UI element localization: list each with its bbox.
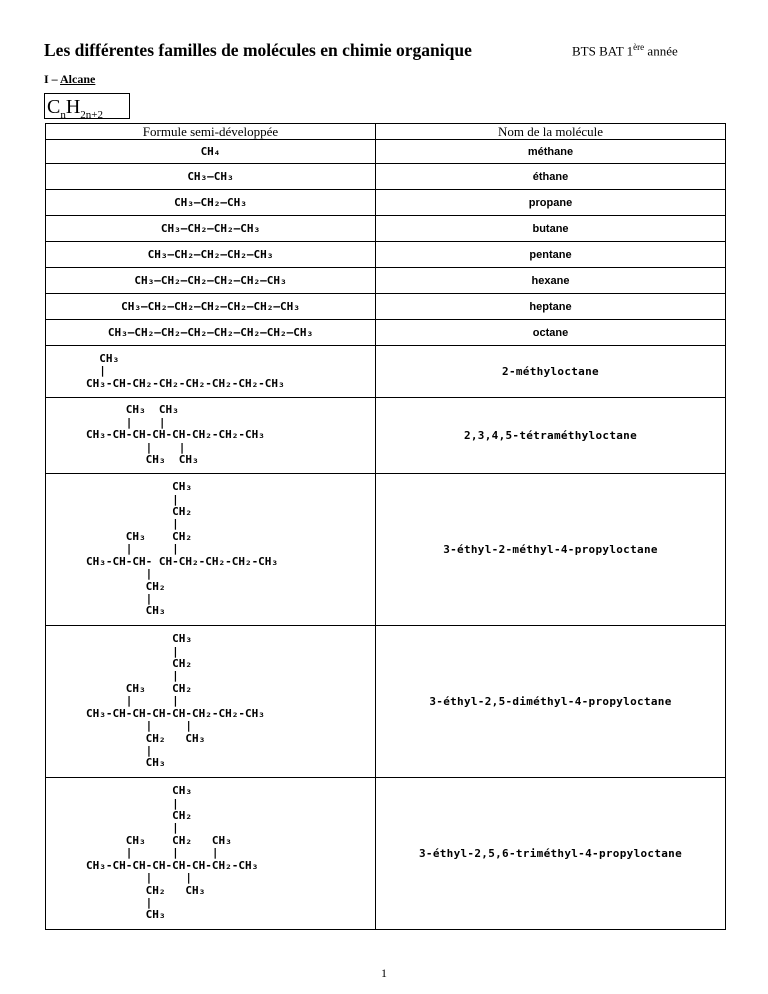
structural-formula: CH₃ | CH₂ | CH₃ CH₂ CH₃ | | | CH₃-CH-CH-CH-CH-CH-CH₂-CH₃ | | CH₂ CH₃ | CH₃ xyxy=(86,784,259,922)
table-row xyxy=(46,398,726,474)
molecule-name-cell: 2,3,4,5-tétraméthyloctane xyxy=(376,398,726,474)
molecule-name-cell: pentane xyxy=(376,242,726,268)
col-header-formula: Formule semi-développée xyxy=(46,124,376,140)
formula-h: H xyxy=(65,96,81,118)
table-row xyxy=(46,294,726,320)
formula-cell: CH₄ xyxy=(46,140,376,164)
molecule-name-cell: éthane xyxy=(376,164,726,190)
molecule-name-cell: 2-méthyloctane xyxy=(376,346,726,398)
table-row xyxy=(46,242,726,268)
formula-cell: CH₃–CH₃ xyxy=(46,164,376,190)
table-row xyxy=(46,164,726,190)
table-row xyxy=(46,216,726,242)
molecule-name-cell: méthane xyxy=(376,140,726,164)
general-formula xyxy=(44,93,130,119)
structural-formula: CH₃ | CH₂ | CH₃ CH₂ | | CH₃-CH-CH-CH-CH-CH₂-CH₂-CH₃ | | CH₂ CH₃ | CH₃ xyxy=(86,632,265,770)
formula-sub: 2n+2 xyxy=(80,109,104,121)
course-sup: ère xyxy=(633,42,645,52)
molecule-name-cell: hexane xyxy=(376,268,726,294)
table-row xyxy=(46,268,726,294)
table-row xyxy=(46,140,726,164)
table-row xyxy=(46,320,726,346)
formula-n: n xyxy=(60,109,66,121)
formula-cell xyxy=(46,626,376,778)
table-row xyxy=(46,626,726,778)
formula-cell: CH₃–CH₂–CH₃ xyxy=(46,190,376,216)
table-row xyxy=(46,778,726,930)
molecule-name-cell: 3-éthyl-2,5-diméthyl-4-propyloctane xyxy=(376,626,726,778)
table-row xyxy=(46,474,726,626)
molecule-name-cell: propane xyxy=(376,190,726,216)
formula-cell xyxy=(46,778,376,930)
section-name: Alcane xyxy=(60,72,96,86)
table-row xyxy=(46,190,726,216)
molecule-name-cell: 3-éthyl-2-méthyl-4-propyloctane xyxy=(376,474,726,626)
molecule-name-cell: octane xyxy=(376,320,726,346)
course-main: BTS BAT 1 xyxy=(572,43,634,59)
formula-cell xyxy=(46,474,376,626)
structural-formula: CH₃ | CH₃-CH-CH₂-CH₂-CH₂-CH₂-CH₂-CH₃ xyxy=(86,351,285,390)
section-heading xyxy=(44,72,95,87)
course-label xyxy=(572,42,678,59)
page-title: Les différentes familles de molécules en chimie organique xyxy=(44,40,472,60)
section-number: I – xyxy=(44,72,61,86)
alkane-table xyxy=(45,123,725,930)
molecule-name-cell: butane xyxy=(376,216,726,242)
structural-formula: CH₃ | CH₂ | CH₃ CH₂ | | CH₃-CH-CH- CH-CH₂-CH₂-CH₂-CH₃ | CH₂ | CH₃ xyxy=(86,480,279,618)
formula-c: C xyxy=(47,96,61,118)
course-tail: année xyxy=(644,43,678,59)
formula-cell: CH₃–CH₂–CH₂–CH₂–CH₃ xyxy=(46,242,376,268)
page-number: 1 xyxy=(381,966,387,980)
formula-cell: CH₃–CH₂–CH₂–CH₃ xyxy=(46,216,376,242)
formula-cell xyxy=(46,398,376,474)
table-row xyxy=(46,346,726,398)
formula-cell: CH₃–CH₂–CH₂–CH₂–CH₂–CH₂–CH₂–CH₃ xyxy=(46,320,376,346)
molecule-name-cell: 3-éthyl-2,5,6-triméthyl-4-propyloctane xyxy=(376,778,726,930)
structural-formula: CH₃ CH₃ | | CH₃-CH-CH-CH-CH-CH₂-CH₂-CH₃ | | CH₃ CH₃ xyxy=(86,403,265,467)
formula-cell xyxy=(46,346,376,398)
molecule-name-cell: heptane xyxy=(376,294,726,320)
formula-cell: CH₃–CH₂–CH₂–CH₂–CH₂–CH₃ xyxy=(46,268,376,294)
col-header-name: Nom de la molécule xyxy=(376,124,726,140)
formula-cell: CH₃–CH₂–CH₂–CH₂–CH₂–CH₂–CH₃ xyxy=(46,294,376,320)
